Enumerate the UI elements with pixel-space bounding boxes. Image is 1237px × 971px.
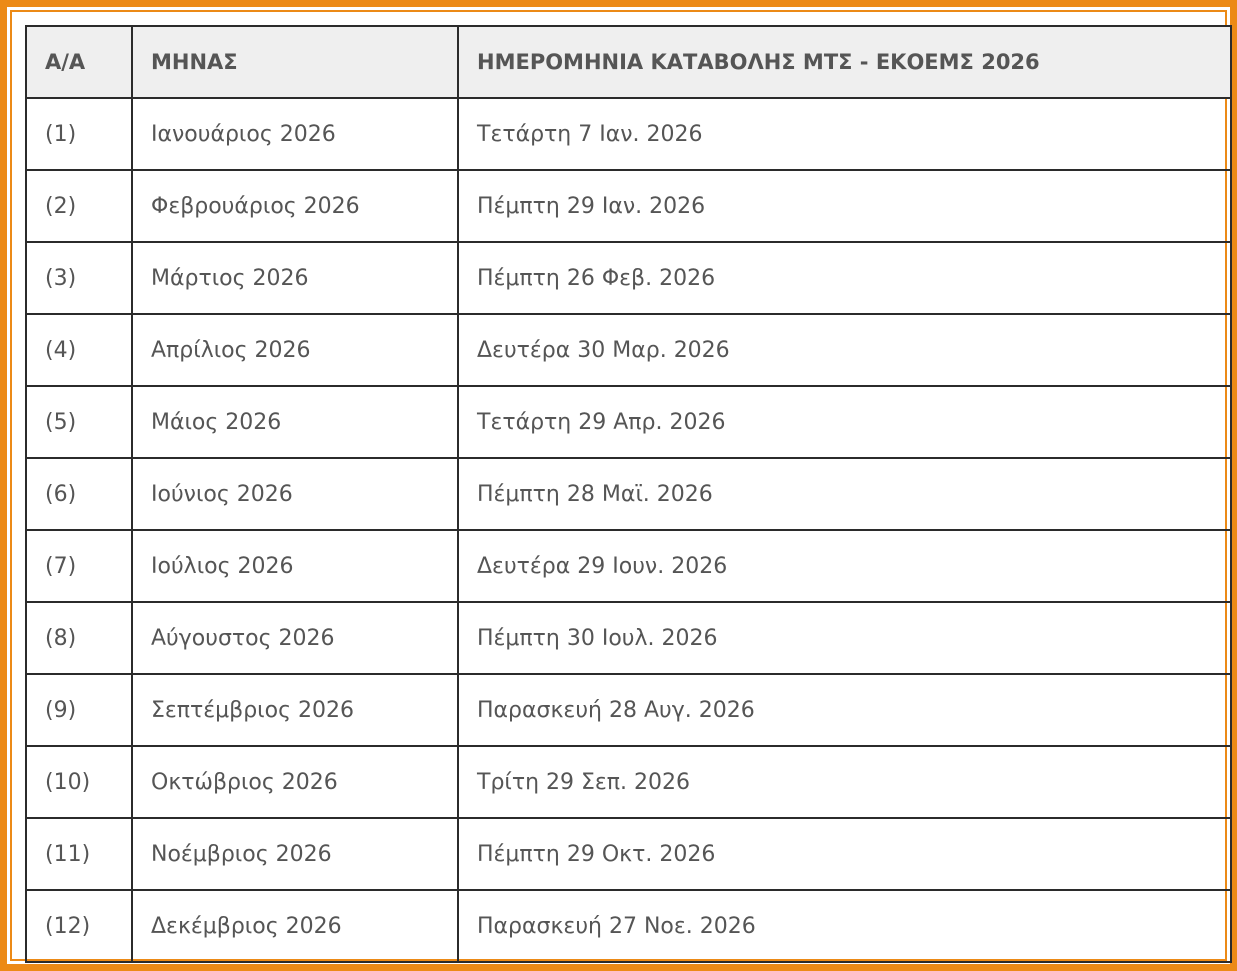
row-month: Ιανουάριος 2026 bbox=[132, 98, 458, 170]
row-month: Ιούλιος 2026 bbox=[132, 530, 458, 602]
row-payment-date: Τρίτη 29 Σεπ. 2026 bbox=[458, 746, 1231, 818]
row-payment-date: Πέμπτη 29 Οκτ. 2026 bbox=[458, 818, 1231, 890]
table-header-row bbox=[26, 26, 1231, 98]
payment-schedule-table bbox=[25, 25, 1232, 963]
table-row bbox=[26, 170, 1231, 242]
row-index: (7) bbox=[26, 530, 132, 602]
row-payment-date: Δευτέρα 30 Μαρ. 2026 bbox=[458, 314, 1231, 386]
row-index: (3) bbox=[26, 242, 132, 314]
row-index: (4) bbox=[26, 314, 132, 386]
row-payment-date: Πέμπτη 26 Φεβ. 2026 bbox=[458, 242, 1231, 314]
row-month: Νοέμβριος 2026 bbox=[132, 818, 458, 890]
row-payment-date: Δευτέρα 29 Ιουν. 2026 bbox=[458, 530, 1231, 602]
table-row bbox=[26, 458, 1231, 530]
table-row bbox=[26, 530, 1231, 602]
row-payment-date: Παρασκευή 27 Νοε. 2026 bbox=[458, 890, 1231, 962]
table-row bbox=[26, 890, 1231, 962]
row-payment-date: Πέμπτη 29 Ιαν. 2026 bbox=[458, 170, 1231, 242]
table-row bbox=[26, 818, 1231, 890]
row-month: Αύγουστος 2026 bbox=[132, 602, 458, 674]
row-index: (1) bbox=[26, 98, 132, 170]
row-payment-date: Τετάρτη 7 Ιαν. 2026 bbox=[458, 98, 1231, 170]
row-month: Δεκέμβριος 2026 bbox=[132, 890, 458, 962]
header-payment-date: ΗΜΕΡΟΜΗΝΙΑ ΚΑΤΑΒΟΛΗΣ ΜΤΣ - ΕΚΟΕΜΣ 2026 bbox=[458, 26, 1231, 98]
row-month: Ιούνιος 2026 bbox=[132, 458, 458, 530]
table-row bbox=[26, 746, 1231, 818]
row-index: (9) bbox=[26, 674, 132, 746]
row-payment-date: Πέμπτη 30 Ιουλ. 2026 bbox=[458, 602, 1231, 674]
table-row bbox=[26, 602, 1231, 674]
row-month: Μάρτιος 2026 bbox=[132, 242, 458, 314]
table-row bbox=[26, 386, 1231, 458]
row-payment-date: Πέμπτη 28 Μαϊ. 2026 bbox=[458, 458, 1231, 530]
row-month: Απρίλιος 2026 bbox=[132, 314, 458, 386]
table-row bbox=[26, 98, 1231, 170]
row-index: (11) bbox=[26, 818, 132, 890]
row-month: Οκτώβριος 2026 bbox=[132, 746, 458, 818]
table-row bbox=[26, 674, 1231, 746]
row-index: (6) bbox=[26, 458, 132, 530]
row-payment-date: Τετάρτη 29 Απρ. 2026 bbox=[458, 386, 1231, 458]
table-row bbox=[26, 314, 1231, 386]
row-payment-date: Παρασκευή 28 Αυγ. 2026 bbox=[458, 674, 1231, 746]
table-row bbox=[26, 242, 1231, 314]
row-index: (5) bbox=[26, 386, 132, 458]
row-index: (2) bbox=[26, 170, 132, 242]
row-index: (12) bbox=[26, 890, 132, 962]
row-month: Φεβρουάριος 2026 bbox=[132, 170, 458, 242]
header-month: ΜΗΝΑΣ bbox=[132, 26, 458, 98]
row-index: (8) bbox=[26, 602, 132, 674]
row-month: Μάιος 2026 bbox=[132, 386, 458, 458]
row-index: (10) bbox=[26, 746, 132, 818]
header-index: Α/Α bbox=[26, 26, 132, 98]
row-month: Σεπτέμβριος 2026 bbox=[132, 674, 458, 746]
